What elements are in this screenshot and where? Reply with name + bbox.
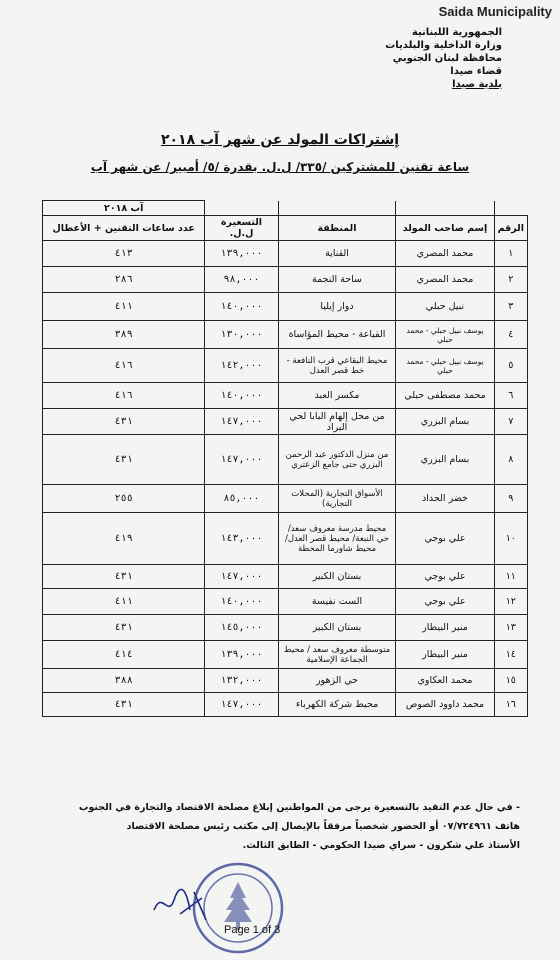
area-cell: من محل إلهام البابا لحي البراد	[278, 409, 396, 435]
table-row	[43, 267, 528, 293]
price-cell: ١٤٥,٠٠٠	[205, 615, 278, 641]
price-cell: ١٤٣,٠٠٠	[205, 513, 278, 565]
owner-cell: محمد داوود الصوص	[396, 693, 494, 717]
issuer-line: بلدية صيدا	[452, 79, 502, 90]
row-num-cell: ٩	[494, 485, 527, 513]
issuer-line: قضاء صيدا	[450, 66, 502, 77]
row-num-cell: ١١	[494, 565, 527, 589]
col-header-num: الرقم	[494, 216, 527, 241]
row-num-cell: ١٦	[494, 693, 527, 717]
row-num-cell: ٤	[494, 321, 527, 349]
col-header-owner: إسم صاحب المولد	[396, 216, 494, 241]
footer-line: - في حال عدم التقيد بالتسعيرة يرجى من المواطنين إبلاغ مصلحة الاقتصاد والتجارة في الجنوب	[78, 802, 520, 813]
table-row	[43, 615, 528, 641]
row-num-cell: ١٥	[494, 669, 527, 693]
issuer-header	[385, 26, 502, 91]
table-row	[43, 589, 528, 615]
owner-cell: علي بوجي	[396, 513, 494, 565]
owner-cell: منير البيطار	[396, 641, 494, 669]
price-cell: ١٣٢,٠٠٠	[205, 669, 278, 693]
footer-line: هاتف ٠٧/٧٢٤٩٦١ أو الحضور شخصياً مرفقاً بالإيصال إلى مكتب رئيس مصلحة الاقتصاد	[126, 821, 520, 832]
row-num-cell: ١٢	[494, 589, 527, 615]
price-cell: ١٣٩,٠٠٠	[205, 241, 278, 267]
table-body	[43, 241, 528, 717]
hours-cell: ٤٣١	[43, 435, 205, 485]
owner-cell: نبيل حبلي	[396, 293, 494, 321]
price-cell: ١٤٠,٠٠٠	[205, 383, 278, 409]
official-stamp	[190, 860, 286, 956]
price-cell: ١٤٧,٠٠٠	[205, 693, 278, 717]
issuer-line: وزارة الداخلية والبلديات	[385, 40, 502, 51]
price-cell: ١٣٠,٠٠٠	[205, 321, 278, 349]
col-header-price: التسعيرة ل.ل.	[205, 216, 278, 241]
hours-cell: ٤٣١	[43, 565, 205, 589]
table-row	[43, 669, 528, 693]
brand-watermark: Saida Municipality	[438, 4, 552, 19]
hours-cell: ٤١٦	[43, 349, 205, 383]
area-cell: متوسطة معروف سعد / محيط الجماعة الإسلامية	[278, 641, 396, 669]
area-cell: بستان الكبير	[278, 615, 396, 641]
row-num-cell: ١٣	[494, 615, 527, 641]
issuer-line: محافظة لبنان الجنوبي	[392, 53, 502, 64]
table-row	[43, 485, 528, 513]
area-cell: محيط مدرسة معروف سعد/ حي النبعة/ محيط قصر العدل/محيط شاورما المحطة	[278, 513, 396, 565]
area-cell: محيط شركة الكهرباء	[278, 693, 396, 717]
table-row	[43, 513, 528, 565]
table-row	[43, 383, 528, 409]
issuer-line: الجمهورية اللبنانية	[411, 27, 502, 38]
table-row	[43, 641, 528, 669]
document-title: إشتراكات المولد عن شهر آب ٢٠١٨	[160, 132, 400, 148]
row-num-cell: ١	[494, 241, 527, 267]
row-num-cell: ١٠	[494, 513, 527, 565]
owner-cell: بسام البزري	[396, 435, 494, 485]
hours-cell: ٤٣١	[43, 409, 205, 435]
hours-cell: ٣٨٩	[43, 321, 205, 349]
generator-subscriptions-table	[42, 200, 528, 717]
hours-cell: ٢٨٦	[43, 267, 205, 293]
month-spacer	[396, 201, 494, 216]
month-header-row	[43, 201, 528, 216]
owner-cell: بسام البزري	[396, 409, 494, 435]
month-header: آب ٢٠١٨	[43, 201, 205, 216]
owner-cell: يوسف نبيل حبلي - محمد حبلي	[396, 321, 494, 349]
area-cell: حي الزهور	[278, 669, 396, 693]
owner-cell: علي بوجي	[396, 565, 494, 589]
row-num-cell: ٢	[494, 267, 527, 293]
hours-cell: ٤١٦	[43, 383, 205, 409]
table-row	[43, 321, 528, 349]
table-row	[43, 435, 528, 485]
row-num-cell: ٥	[494, 349, 527, 383]
column-header-row	[43, 216, 528, 241]
area-cell: بستان الكبير	[278, 565, 396, 589]
footer-notice	[40, 798, 520, 855]
hours-cell: ٤١٤	[43, 641, 205, 669]
page-number: Page 1 of 3	[224, 924, 281, 936]
price-cell: ١٤٧,٠٠٠	[205, 565, 278, 589]
table-row	[43, 409, 528, 435]
row-num-cell: ٧	[494, 409, 527, 435]
hours-cell: ٤١١	[43, 589, 205, 615]
row-num-cell: ١٤	[494, 641, 527, 669]
hours-cell: ٤١٩	[43, 513, 205, 565]
month-spacer	[494, 201, 527, 216]
area-cell: دوار إيليا	[278, 293, 396, 321]
document-subtitle: ساعة تقنين للمشتركين /٣٣٥/ ل.ل. بقدرة /٥/ أمبير/ عن شهر آب	[90, 160, 470, 174]
owner-cell: محمد العكاوي	[396, 669, 494, 693]
price-cell: ١٤٠,٠٠٠	[205, 589, 278, 615]
area-cell: ساحة النجمة	[278, 267, 396, 293]
hours-cell: ٢٥٥	[43, 485, 205, 513]
hours-cell: ٤٣١	[43, 615, 205, 641]
footer-line: الأستاذ علي شكرون - سراي صيدا الحكومي - الطابق الثالث.	[242, 840, 520, 851]
price-cell: ١٤٧,٠٠٠	[205, 409, 278, 435]
hours-cell: ٤١١	[43, 293, 205, 321]
col-header-hours: عدد ساعات التقنين + الأعطال	[43, 216, 205, 241]
owner-cell: محمد المصري	[396, 241, 494, 267]
month-spacer	[205, 201, 278, 216]
price-cell: ٨٥,٠٠٠	[205, 485, 278, 513]
price-cell: ١٤٠,٠٠٠	[205, 293, 278, 321]
area-cell: القناية	[278, 241, 396, 267]
row-num-cell: ٨	[494, 435, 527, 485]
owner-cell: محمد مصطفى حبلي	[396, 383, 494, 409]
row-num-cell: ٦	[494, 383, 527, 409]
hours-cell: ٣٨٨	[43, 669, 205, 693]
price-cell: ١٤٧,٠٠٠	[205, 435, 278, 485]
owner-cell: علي بوجي	[396, 589, 494, 615]
hours-cell: ٤١٣	[43, 241, 205, 267]
owner-cell: منير البيطار	[396, 615, 494, 641]
owner-cell: يوسف نبيل حبلي - محمد حبلي	[396, 349, 494, 383]
hours-cell: ٤٣١	[43, 693, 205, 717]
price-cell: ١٤٢,٠٠٠	[205, 349, 278, 383]
table-row	[43, 349, 528, 383]
owner-cell: خضر الحداد	[396, 485, 494, 513]
col-header-area: المنطقة	[278, 216, 396, 241]
area-cell: الست نفيسة	[278, 589, 396, 615]
table-row	[43, 241, 528, 267]
area-cell: الأسواق التجارية (المحلات التجارية)	[278, 485, 396, 513]
row-num-cell: ٣	[494, 293, 527, 321]
month-spacer	[278, 201, 396, 216]
area-cell: القياعة - محيط المؤاساة	[278, 321, 396, 349]
area-cell: محيط البقاعي قرب النافعة - خط قصر العدل	[278, 349, 396, 383]
area-cell: مكسر العبد	[278, 383, 396, 409]
table-row	[43, 693, 528, 717]
price-cell: ١٣٩,٠٠٠	[205, 641, 278, 669]
table-row	[43, 565, 528, 589]
owner-cell: محمد المصري	[396, 267, 494, 293]
area-cell: من منزل الدكتور عبد الرحمن البزري حتى جامع الزعتري	[278, 435, 396, 485]
price-cell: ٩٨,٠٠٠	[205, 267, 278, 293]
table-row	[43, 293, 528, 321]
